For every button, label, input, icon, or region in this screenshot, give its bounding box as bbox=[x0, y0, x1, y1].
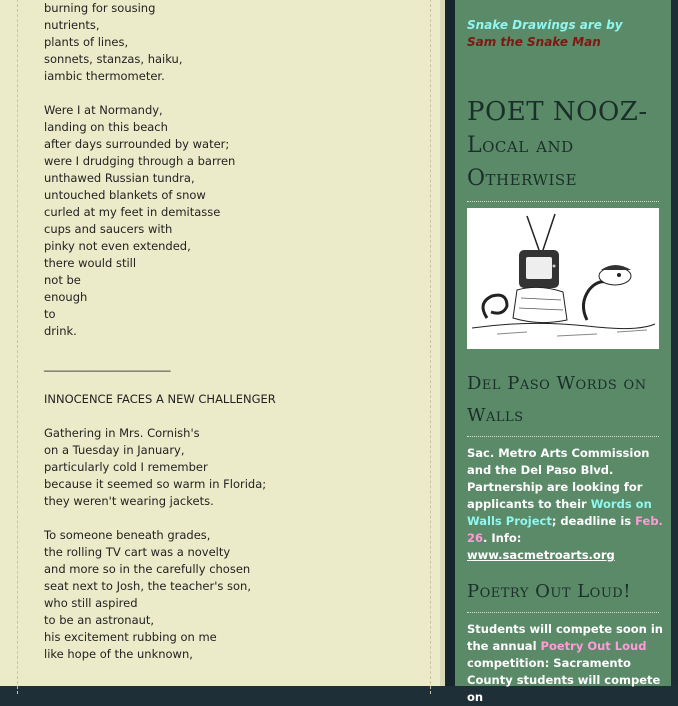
poem-line bbox=[44, 510, 424, 527]
poem-line: who still aspired bbox=[44, 596, 138, 610]
poem-line: his excitement rubbing on me bbox=[44, 630, 217, 644]
poem-line: the rolling TV cart was a novelty bbox=[44, 545, 231, 559]
poem-line: enough bbox=[44, 290, 88, 304]
poem-line: nutrients, bbox=[44, 18, 100, 32]
snake-credit bbox=[467, 17, 623, 51]
poem-line: plants of lines, bbox=[44, 35, 129, 49]
poetry-out-loud-heading: Poetry Out Loud! bbox=[467, 581, 631, 602]
poem-line: not be bbox=[44, 273, 81, 287]
pol-text-b: competition: Sacramento County students will compete on bbox=[467, 656, 661, 704]
poem-line: seat next to Josh, the teacher's son, bbox=[44, 579, 251, 593]
poem-line: unthawed Russian tundra, bbox=[44, 171, 195, 185]
poem-line: particularly cold I remember bbox=[44, 460, 208, 474]
poem-line: burning for sousing bbox=[44, 1, 156, 15]
poem-line: iambic thermometer. bbox=[44, 69, 165, 83]
poem-line: to be an astronaut, bbox=[44, 613, 155, 627]
poet-nooz-subtitle-2: Otherwise bbox=[467, 166, 578, 191]
divider bbox=[467, 201, 659, 202]
poet-nooz-heading bbox=[467, 96, 648, 195]
poetry-out-loud-link[interactable]: Poetry Out Loud bbox=[540, 639, 647, 653]
poem-line: there would still bbox=[44, 256, 137, 270]
poem-line: drink. bbox=[44, 324, 77, 338]
poet-nooz-subtitle-1: Local and bbox=[467, 133, 574, 158]
divider bbox=[467, 612, 659, 613]
poetry-out-loud-text bbox=[467, 621, 663, 706]
poem-line bbox=[44, 408, 424, 425]
poet-nooz-title: POET NOOZ- bbox=[467, 97, 648, 127]
poem-line: were I drudging through a barren bbox=[44, 154, 236, 168]
del-paso-text-c: . Info: bbox=[483, 531, 522, 545]
poem-line: curled at my feet in demitasse bbox=[44, 205, 221, 219]
poem-line: cups and saucers with bbox=[44, 222, 173, 236]
poem-line: pinky not even extended, bbox=[44, 239, 191, 253]
poem-line: sonnets, stanzas, haiku, bbox=[44, 52, 183, 66]
del-paso-title-2: Walls bbox=[467, 405, 524, 426]
deadline-date: Feb. 26 bbox=[467, 514, 663, 545]
del-paso-text-b: ; deadline is bbox=[551, 514, 636, 528]
poem-line bbox=[44, 340, 424, 357]
poem-line: untouched blankets of snow bbox=[44, 188, 206, 202]
poem-line: on a Tuesday in January, bbox=[44, 443, 185, 457]
poem-line: after days surrounded by water; bbox=[44, 137, 230, 151]
poem-line: and more so in the carefully chosen bbox=[44, 562, 251, 576]
column-gutter bbox=[445, 0, 455, 686]
poem-line: landing on this beach bbox=[44, 120, 168, 134]
words-on-walls-link[interactable]: Words on Walls Project bbox=[467, 497, 652, 528]
poem-line: Gathering in Mrs. Cornish's bbox=[44, 426, 200, 440]
poem-line: to bbox=[44, 307, 56, 321]
credit-line: Snake Drawings are by bbox=[467, 18, 623, 32]
poem-line: INNOCENCE FACES A NEW CHALLENGER bbox=[44, 392, 276, 406]
pol-text-a: Students will compete soon in the annual bbox=[467, 622, 663, 653]
poem-line bbox=[44, 374, 424, 391]
credit-artist[interactable]: Sam the Snake Man bbox=[467, 35, 601, 49]
del-paso-heading bbox=[467, 368, 647, 432]
poem-body bbox=[44, 0, 424, 663]
poem-line bbox=[44, 85, 424, 102]
del-paso-text bbox=[467, 445, 663, 564]
poem-line: because it seemed so warm in Florida; bbox=[44, 477, 267, 491]
poem-line: ______________________ bbox=[44, 358, 171, 372]
page-edge bbox=[671, 0, 678, 686]
del-paso-title-1: Del Paso Words on bbox=[467, 373, 647, 394]
poem-line: To someone beneath grades, bbox=[44, 528, 211, 542]
poem-line: they weren't wearing jackets. bbox=[44, 494, 214, 508]
del-paso-text-a: Sac. Metro Arts Commission and the Del Paso Blvd. Partnership are looking for applicants to their bbox=[467, 446, 650, 511]
poem-line: Were I at Normandy, bbox=[44, 103, 163, 117]
sacmetroarts-link[interactable]: www.sacmetroarts.org bbox=[467, 548, 615, 562]
divider bbox=[467, 436, 659, 437]
snake-tv-drawing bbox=[467, 208, 659, 349]
sidebar bbox=[455, 0, 671, 704]
poem-line: like hope of the unknown, bbox=[44, 647, 193, 661]
